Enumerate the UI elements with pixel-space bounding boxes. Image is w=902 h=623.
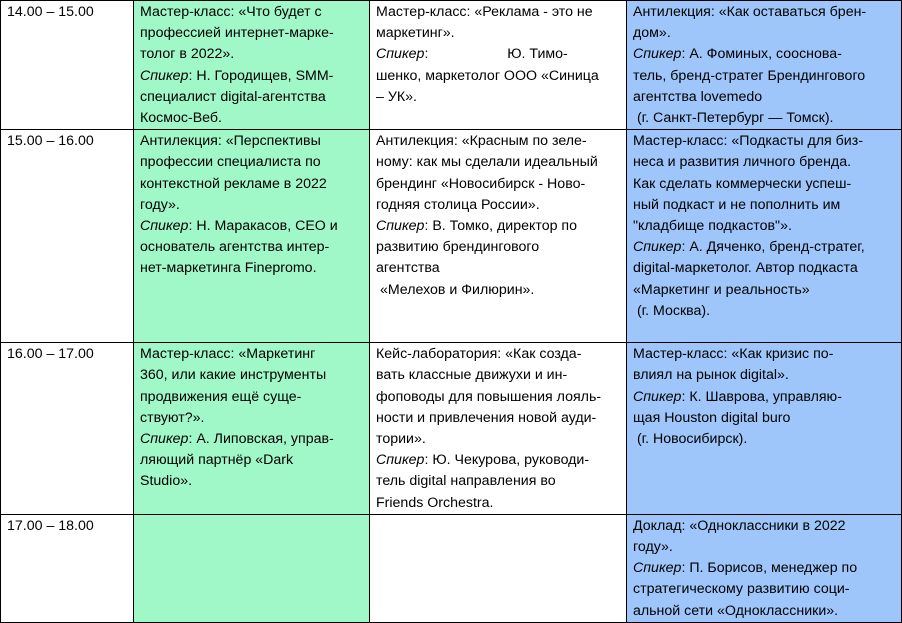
session-cell [370, 343, 627, 515]
session-title: фоповоды для повышения лояль- [376, 388, 602, 405]
session-cell [627, 130, 902, 343]
session-title: Мастер-класс: «Реклама - это не [376, 4, 593, 20]
session-title: Мастер-класс: «Как кризис по- [633, 346, 834, 363]
table-row [1, 514, 902, 622]
table-row [1, 130, 902, 343]
session-title: Кейс-лаборатория: «Как созда- [376, 346, 582, 363]
speaker-info: (г. Санкт-Петербург — Томск). [633, 110, 834, 127]
session-cell [627, 514, 902, 622]
speaker-line: Спикер: Н. Маракасов, CEO и [140, 218, 338, 235]
session-title: толог в 2022». [140, 46, 235, 63]
speaker-info: основатель агентства интер- [140, 239, 330, 256]
session-title: "кладбище подкастов"». [633, 218, 792, 235]
speaker-line: Спикер: П. Борисов, менеджер по [633, 560, 858, 577]
time-cell: 14.00 – 15.00 [1, 1, 134, 130]
speaker-info: щая Houston digital buro [633, 409, 791, 426]
speaker-info: Космос-Веб. [140, 110, 222, 127]
speaker-info: Friends Orchestra. [376, 494, 494, 511]
session-title: брендинг «Новосибирск - Ново- [376, 175, 586, 192]
session-title: ствуют?». [140, 409, 205, 426]
speaker-line: Спикер: А. Липовская, управ- [140, 431, 334, 448]
speaker-info: digital-маркетолог. Автор подкаста [633, 260, 858, 277]
session-title: ный подкаст и не пополнить им [633, 196, 841, 213]
session-title: Доклад: «Одноклассники в 2022 [633, 517, 846, 534]
speaker-info: – УК». [376, 88, 417, 105]
speaker-info: агентства [376, 260, 440, 277]
session-title: году». [140, 196, 180, 213]
time-cell: 15.00 – 16.00 [1, 130, 134, 343]
session-cell [134, 1, 370, 130]
table-row [1, 343, 902, 515]
session-title: Антилекция: «Как оставаться брен- [633, 4, 867, 20]
session-title: ности и привлечения новой ауди- [376, 409, 597, 426]
session-cell [627, 1, 902, 130]
session-title: маркетинг». [376, 25, 455, 42]
speaker-info: тель, бренд-стратег Брендингового [633, 67, 866, 84]
speaker-info: специалист digital-агентства [140, 88, 326, 105]
session-cell [134, 343, 370, 515]
speaker-line: Спикер: А. Дяченко, бренд-стратег, [633, 239, 865, 256]
session-cell [134, 130, 370, 343]
table-row [1, 1, 902, 130]
session-title: продвижения ещё суще- [140, 388, 302, 405]
session-cell [370, 130, 627, 343]
session-title: тории». [376, 431, 426, 448]
session-cell-empty [370, 514, 627, 622]
session-title: Мастер-класс: «Подкасты для биз- [633, 133, 863, 150]
speaker-line: Спикер: Ю. Чекурова, руководи- [376, 452, 590, 469]
session-title: ному: как мы сделали идеальный [376, 154, 598, 171]
speaker-line: Спикер: В. Томко, директор по [376, 218, 577, 235]
speaker-line: Спикер: Ю. Тимо- [376, 46, 568, 63]
speaker-info: тель digital направления во [376, 473, 556, 490]
speaker-info: стратегическому развитию соци- [633, 581, 850, 598]
session-title: Антилекция: «Перспективы [140, 133, 321, 150]
speaker-info: (г. Москва). [633, 302, 711, 319]
speaker-info: шенко, маркетолог ООО «Синица [376, 67, 599, 84]
session-title: контекстной рекламе в 2022 [140, 175, 327, 192]
speaker-info: «Маркетинг и реальность» [633, 281, 810, 298]
session-title: вать классные движухи и ин- [376, 367, 568, 384]
speaker-line: Спикер: К. Шаврова, управляю- [633, 388, 842, 405]
session-title: году». [633, 539, 673, 556]
speaker-info: агентства lovemedo [633, 88, 763, 105]
speaker-info: «Мелехов и Филюрин». [376, 281, 535, 298]
session-title: неса и развития личного бренда. [633, 154, 852, 171]
session-cell-empty [134, 514, 370, 622]
speaker-info: альной сети «Одноклассники». [633, 602, 839, 619]
speaker-info: развитию брендингового [376, 239, 540, 256]
speaker-info: Studio». [140, 473, 193, 490]
time-cell: 16.00 – 17.00 [1, 343, 134, 515]
session-title: профессии специалиста по [140, 154, 321, 171]
session-title: дом». [633, 25, 671, 42]
session-title: профессией интернет-марке- [140, 25, 334, 42]
session-title: Мастер-класс: «Что будет с [140, 4, 322, 20]
time-cell: 17.00 – 18.00 [1, 514, 134, 622]
session-title: Как сделать коммерчески успеш- [633, 175, 852, 192]
session-title: 360, или какие инструменты [140, 367, 327, 384]
session-title: влиял на рынок digital». [633, 367, 789, 384]
speaker-info: (г. Новосибирск). [633, 431, 748, 448]
session-cell [370, 1, 627, 130]
session-title: годняя столица России». [376, 196, 540, 213]
speaker-line: Спикер: А. Фоминых, сооснова- [633, 46, 842, 63]
speaker-info: ляющий партнёр «Dark [140, 452, 294, 469]
speaker-info: нет-маркетинга Finepromo. [140, 260, 317, 277]
session-cell [627, 343, 902, 515]
session-title: Антилекция: «Красным по зеле- [376, 133, 587, 150]
session-title: Мастер-класс: «Маркетинг [140, 346, 316, 363]
speaker-line: Спикер: Н. Городищев, SMM- [140, 67, 334, 84]
